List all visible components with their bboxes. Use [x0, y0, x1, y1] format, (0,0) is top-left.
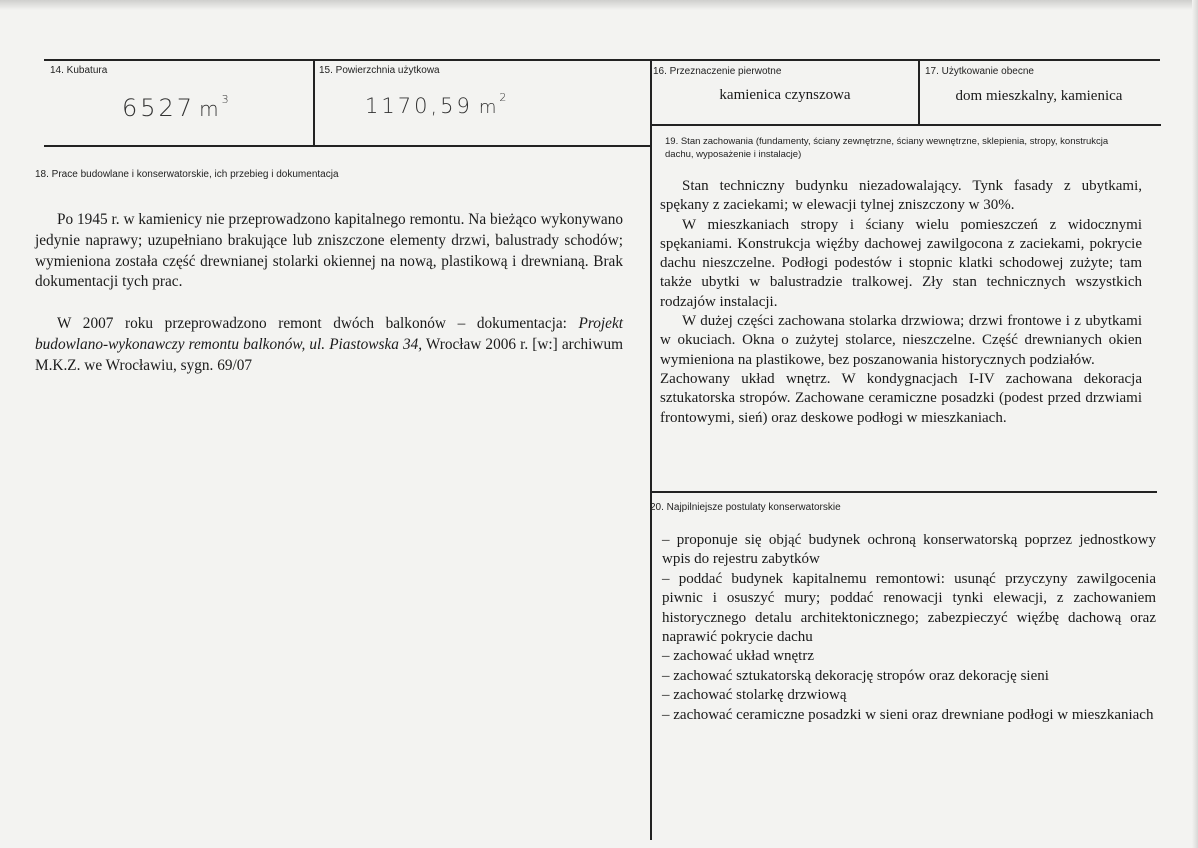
rule-under-16-17: [651, 124, 1161, 126]
area-unit: m: [478, 97, 500, 118]
field-19-paragraph-2: W mieszkaniach stropy i ściany wielu pomieszczeń z widocznymi spękaniami. Konstrukcja więźby dachowej zawilgocona z zaciekami, pokrycie dachu nieszczelne. Podłogi podestów i stopnic klatki schodowej zużyte; tam także ubytki w balustradzie tralkowej. Zły stan technicznych wszystkich rodzajów instalacji.: [660, 216, 1142, 310]
field-15-label: 15. Powierzchnia użytkowa: [319, 65, 440, 76]
field-17-value: dom mieszkalny, kamienica: [955, 88, 1123, 104]
postulate-item: – zachować sztukatorską dekorację stropów oraz dekorację sieni: [662, 667, 1049, 684]
field-19-paragraph-4: Zachowany układ wnętrz. W kondygnacjach I-IV zachowana dekoracja sztukatorska stropów. Zachowane ceramiczne posadzki (podest przed drzwiami frontowymi, sień) oraz deskowe podłogi w mieszkaniach.: [660, 370, 1142, 426]
field-18-text: [35, 210, 623, 377]
area-exponent: 2: [499, 91, 507, 104]
field-18-paragraph-2: [35, 314, 623, 376]
scan-top-shadow: [0, 0, 1198, 10]
field-19-label: 19. Stan zachowania (fundamenty, ściany zewnętrzne, ściany wewnętrzne, sklepienia, stropy, konstrukcja dachu, wyposażenie i instalacje): [665, 136, 1109, 160]
p2-text-b: Wrocław 2006 r. [w:] archiwum M.K.Z. we Wrocławiu, sygn. 69/07: [35, 335, 623, 374]
field-14-label: 14. Kubatura: [50, 65, 108, 76]
cubature-unit: m: [199, 97, 222, 121]
p2-project-title: Projekt budowlano-wykonawczy remontu balkonów, ul. Piastowska 34,: [35, 315, 623, 353]
field-18-label: 18. Prace budowlane i konserwatorskie, ich przebieg i dokumentacja: [35, 169, 339, 180]
field-19-paragraph-3: W dużej części zachowana stolarka drzwiowa; drzwi frontowe i z ubytkami w okuciach. Okna o zużytej stolarce, nieszczelne. Część drewnianych okien wymieniona na plastikowe, bez poszanowania historycznych podziałów.: [660, 313, 1142, 368]
postulate-item: – zachować stolarkę drzwiową: [662, 687, 847, 704]
field-18-paragraph-1: Po 1945 r. w kamienicy nie przeprowadzono kapitalnego remontu. Na bieżąco wykonywano jedynie naprawy; uzupełniano brakujące lub zniszczone elementy drzwi, balustrady schodów; wymieniona została część drewnianej stolarki okiennej na nową, plastikową i drewnianą. Brak dokumentacji tych prac.: [35, 211, 623, 291]
field-16-label: 16. Przeznaczenie pierwotne: [653, 66, 782, 77]
field-15-value: [365, 91, 507, 118]
divider-14-15: [313, 60, 315, 146]
cubature-number: 6527: [122, 94, 196, 122]
postulate-item: – zachować ceramiczne posadzki w sieni oraz drewniane podłogi w mieszkaniach: [662, 706, 1154, 723]
field-19-text: [660, 177, 1142, 428]
p2-text-a: W 2007 roku przeprowadzono remont dwóch balkonów – dokumentacja:: [57, 315, 579, 333]
top-rule: [44, 59, 1160, 61]
divider-main: [650, 60, 652, 840]
field-20-label: 20. Najpilniejsze postulaty konserwatorskie: [650, 502, 841, 513]
cubature-exponent: 3: [221, 93, 229, 106]
rule-under-14-15: [44, 145, 651, 147]
field-20-list: [662, 531, 1156, 725]
field-19-paragraph-1: Stan techniczny budynku niezadowalający. Tynk fasady z ubytkami, spękany z zaciekami; w elewacji tylnej zniszczony w 30%.: [660, 178, 1142, 214]
field-17-label: 17. Użytkowanie obecne: [925, 66, 1034, 77]
postulate-item: – proponuje się objąć budynek ochroną konserwatorską poprzez jednostkowy wpis do rejestru zabytków: [662, 532, 1156, 568]
field-16-value: kamienica czynszowa: [719, 87, 851, 103]
area-number: 1170,59: [365, 94, 473, 118]
rule-under-19: [651, 491, 1157, 493]
scan-right-shadow: [1192, 0, 1198, 848]
field-14-value: [122, 94, 229, 122]
postulate-item: – poddać budynek kapitalnemu remontowi: usunąć przyczyny zawilgocenia piwnic i osuszyć mury; poddać renowacji tynki elewacji, z zachowaniem historycznego detalu architektonicznego; zabezpieczyć więźbę dachową oraz naprawić pokrycie dachu: [662, 570, 1156, 646]
postulate-item: – zachować układ wnętrz: [662, 648, 815, 665]
